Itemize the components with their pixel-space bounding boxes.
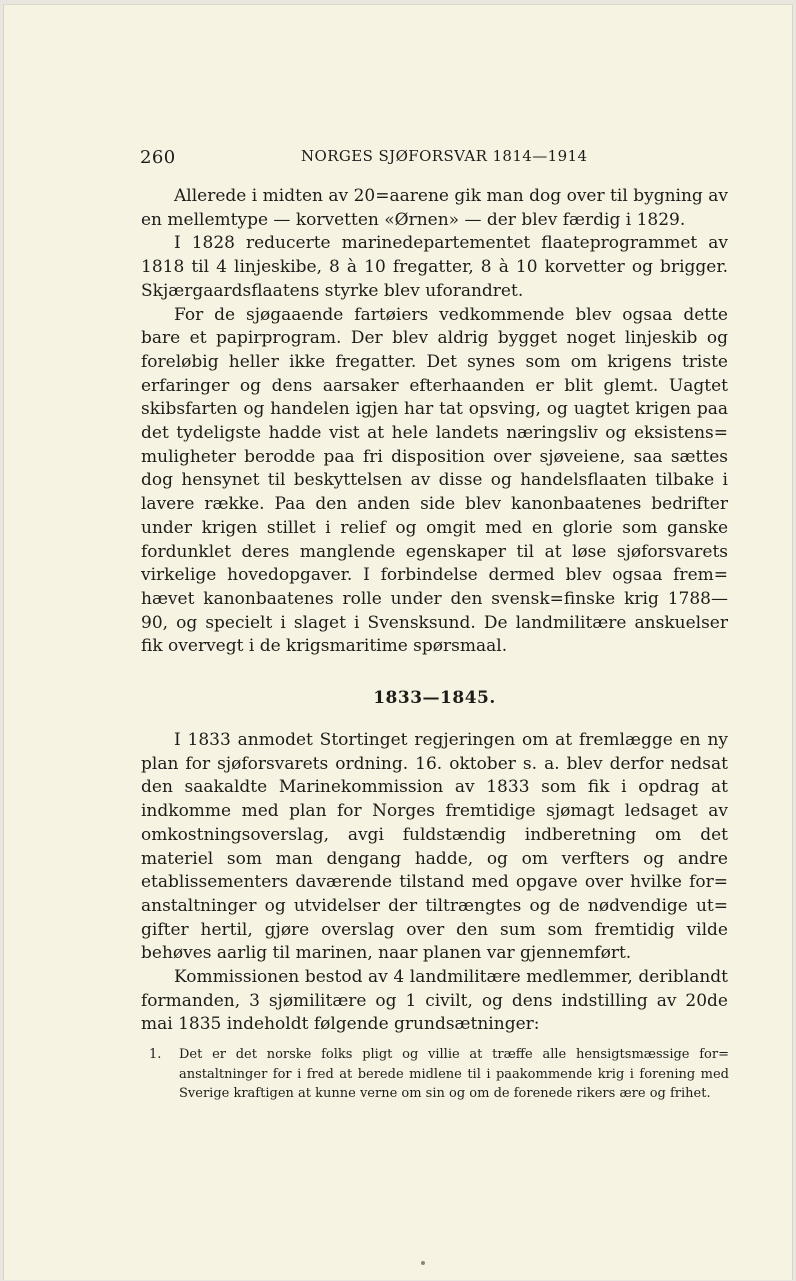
paper-speck (421, 1261, 425, 1265)
paragraph-1828-program: I 1828 reducerte marinedepartementet flaateprogrammet av 1818 til 4 linjeskibe, 8 à 10 fregatter, 8 à 10 korvetter og brigger. Skjærgaardsflaatens styrke blev uforandret. (141, 233, 728, 301)
running-title: NORGES SJØFORSVAR 1814—1914 (301, 147, 588, 165)
list-item-text: Det er det norske folks pligt og villie at træffe alle hensigtsmæssige for= anstaltninger for i fred at berede midlene til i paakommende krig i forening med Sverige kraftigen at kunne verne om sin og om de forenede rikers ære og frihet. (179, 1047, 729, 1102)
page-number: 260 (140, 147, 176, 168)
paragraph-ornen: Allerede i midten av 20=aarene gik man dog over til bygning av en mellemtype — korvetten «Ørnen» — der blev færdig i 1829. (141, 186, 728, 230)
list-item-number: 1. (149, 1047, 162, 1062)
book-page (3, 4, 793, 1280)
page-header (138, 145, 728, 169)
paragraph-marinekommission: I 1833 anmodet Stortinget regjeringen om at fremlægge en ny plan for sjøforsvarets ordning. 16. oktober s. a. blev derfor nedsat den saakaldte Marinekommission av 1833 som fik i opdrag at indkomme med plan for Norges fremtidige sjømagt ledsaget av omkostningsoverslag, avgi fuldstændig indberetning om det materiel som man dengang hadde, og om verfters og andre etablissementers daværende tilstand med opgave over hvilke for= anstaltninger og utvidelser der tiltrængtes og de nødvendige ut= gifter hertil, gjøre overslag over den sum som fremtidig vilde behøves aarlig til marinen, naar planen var gjennemført. (141, 730, 728, 964)
paragraph-paper-program: For de sjøgaaende fartøiers vedkommende blev ogsaa dette bare et papirprogram. Der blev aldrig bygget noget linjeskib og foreløbig heller ikke fregatter. Det synes som om krigens triste erfaringer og dens aarsaker efterhaanden er blit glemt. Uagtet skibsfarten og handelen igjen har tat opsving, og uagtet krigen paa det tydeligste hadde vist at hele landets næringsliv og eksistens= muligheter berodde paa fri disposition over sjøveiene, saa sættes dog hensynet til beskyttelsen av disse og handelsflaaten tilbake i lavere række. Paa den anden side blev kanonbaatenes bedrifter under krigen stillet i relief og omgit med en glorie som ganske fordunklet deres manglende egenskaper til at løse sjøforsvarets virkelige hovedopgaver. I forbindelse dermed blev ogsaa frem= hævet kanonbaatenes rolle under den svensk=finske krig 1788—90, og specielt i slaget i Svensksund. De landmilitære anskuelser fik overvegt i de krigsmaritime spørsmaal. (141, 304, 728, 657)
numbered-list-item (149, 1045, 729, 1104)
paragraph-kommissionen: Kommissionen bestod av 4 landmilitære medlemmer, deriblandt formanden, 3 sjømilitære og 1 civilt, og dens indstilling av 20de mai 1835 indeholdt følgende grundsætninger: (141, 967, 728, 1035)
text-block-after-heading (141, 729, 728, 1037)
section-heading: 1833—1845. (373, 688, 496, 708)
text-block-before-heading (141, 185, 728, 659)
